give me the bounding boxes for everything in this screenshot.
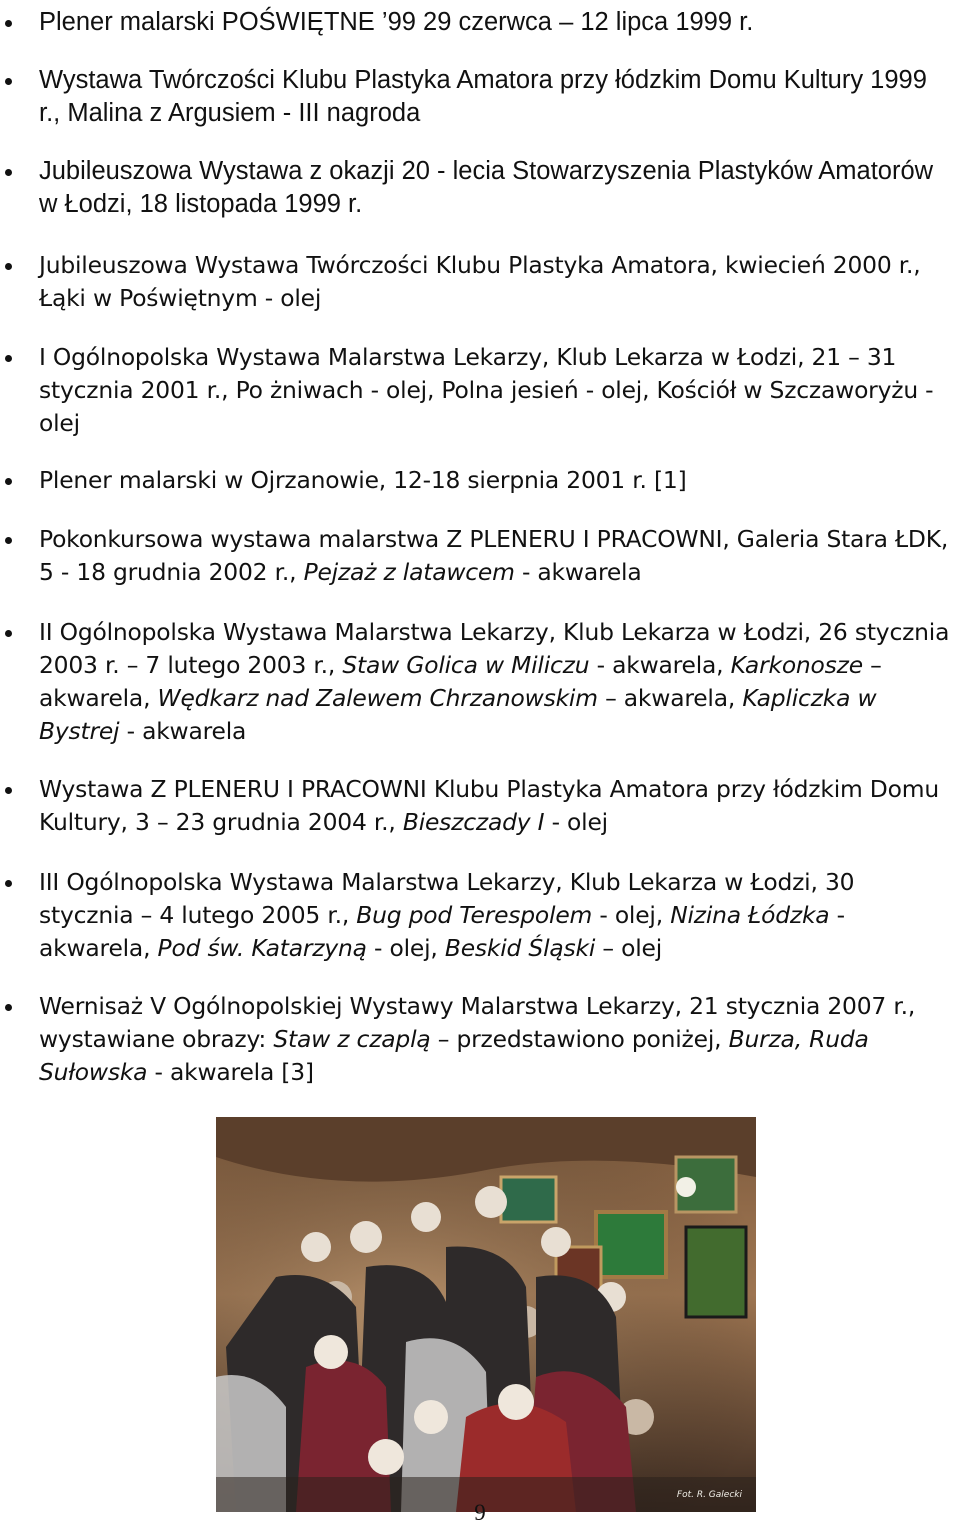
artwork-title: Wędkarz nad Zalewem Chrzanowskim: [157, 684, 598, 712]
list-item-text: [39, 523, 952, 589]
bullet-icon: [5, 355, 12, 362]
artwork-title: Kapliczka w Bystrej: [39, 684, 877, 745]
text-span: Wernisaż V Ogólnopolskiej Wystawy Malarstwa Lekarzy, 21 stycznia 2007 r., wystawiane obrazy:: [39, 992, 916, 1053]
text-span: - akwarela,: [39, 901, 845, 962]
text-span: - akwarela [3]: [147, 1058, 314, 1086]
list-item-text: [39, 6, 952, 39]
bullet-icon: [5, 537, 12, 544]
bullet-icon: [5, 478, 12, 485]
artwork-title: Nizina Łódzka: [670, 901, 830, 929]
text-span: III Ogólnopolska Wystawa Malarstwa Lekarzy, Klub Lekarza w Łodzi, 30 stycznia – 4 lutego 2005 r.,: [39, 868, 855, 929]
text-span: Plener malarski POŚWIĘTNE ’99 29 czerwca – 12 lipca 1999 r.: [39, 8, 754, 36]
text-span: Wystawa Z PLENERU I PRACOWNI Klubu Plastyka Amatora przy łódzkim Domu Kultury, 3 – 23 grudnia 2004 r.,: [39, 775, 939, 836]
text-span: - akwarela: [119, 717, 247, 745]
artwork-title: Staw Golica w Miliczu: [342, 651, 590, 679]
artwork-title: Burza, Ruda Sułowska: [39, 1025, 869, 1086]
artwork-title: Staw z czaplą: [273, 1025, 431, 1053]
artwork-title: Pod św. Katarzyną: [157, 934, 367, 962]
artwork-title: Bieszczady I: [402, 808, 545, 836]
bullet-icon: [5, 169, 12, 176]
photo-credit: Fot. R. Galecki: [676, 1490, 742, 1500]
artwork-title: Bug pod Terespolem: [356, 901, 593, 929]
list-item-text: [39, 866, 952, 965]
text-span: Jubileuszowa Wystawa Twórczości Klubu Plastyka Amatora, kwiecień 2000 r., Łąki w Poświętnym - olej: [39, 251, 921, 312]
text-span: - akwarela,: [589, 651, 731, 679]
artwork-title: Pejzaż z latawcem: [303, 558, 515, 586]
text-span: - olej,: [366, 934, 445, 962]
list-item-text: [39, 773, 952, 839]
text-span: Jubileuszowa Wystawa z okazji 20 - lecia Stowarzyszenia Plastyków Amatorów w Łodzi, 18 listopada 1999 r.: [39, 157, 934, 218]
text-span: - olej: [544, 808, 608, 836]
text-span: II Ogólnopolska Wystawa Malarstwa Lekarzy, Klub Lekarza w Łodzi, 26 stycznia 2003 r. – 7 lutego 2003 r.,: [39, 618, 950, 679]
exhibition-photo: [216, 1117, 756, 1512]
text-span: – przedstawiono poniżej,: [430, 1025, 729, 1053]
text-span: – akwarela,: [597, 684, 743, 712]
text-span: Plener malarski w Ojrzanowie, 12-18 sierpnia 2001 r. [1]: [39, 466, 687, 494]
text-span: I Ogólnopolska Wystawa Malarstwa Lekarzy, Klub Lekarza w Łodzi, 21 – 31 stycznia 2001 r., Po żniwach - olej, Polna jesień - olej, Kościół w Szczaworyżu - olej: [39, 343, 934, 437]
bullet-icon: [5, 787, 12, 794]
bullet-icon: [5, 880, 12, 887]
exhibition-photo-image: [216, 1117, 756, 1512]
bullet-icon: [5, 20, 12, 27]
text-span: Pokonkursowa wystawa malarstwa Z PLENERU I PRACOWNI, Galeria Stara ŁDK, 5 - 18 grudnia 2002 r.,: [39, 525, 949, 586]
list-item-text: [39, 990, 952, 1089]
artwork-title: Karkonosze: [730, 651, 863, 679]
page-number: 9: [474, 1500, 486, 1525]
list-item-text: [39, 64, 952, 130]
text-span: - akwarela: [514, 558, 642, 586]
text-span: – olej: [595, 934, 663, 962]
bullet-icon: [5, 263, 12, 270]
list-item-text: [39, 616, 952, 748]
list-item-text: [39, 341, 952, 440]
text-span: – akwarela,: [39, 651, 882, 712]
text-span: - olej,: [592, 901, 671, 929]
text-span: Wystawa Twórczości Klubu Plastyka Amatora przy łódzkim Domu Kultury 1999 r., Malina z Argusiem - III nagroda: [39, 66, 927, 127]
bullet-icon: [5, 630, 12, 637]
list-item-text: [39, 155, 952, 221]
list-item-text: [39, 464, 952, 497]
artwork-title: Beskid Śląski: [444, 934, 596, 962]
list-item-text: [39, 249, 952, 315]
bullet-icon: [5, 78, 12, 85]
bullet-icon: [5, 1004, 12, 1011]
